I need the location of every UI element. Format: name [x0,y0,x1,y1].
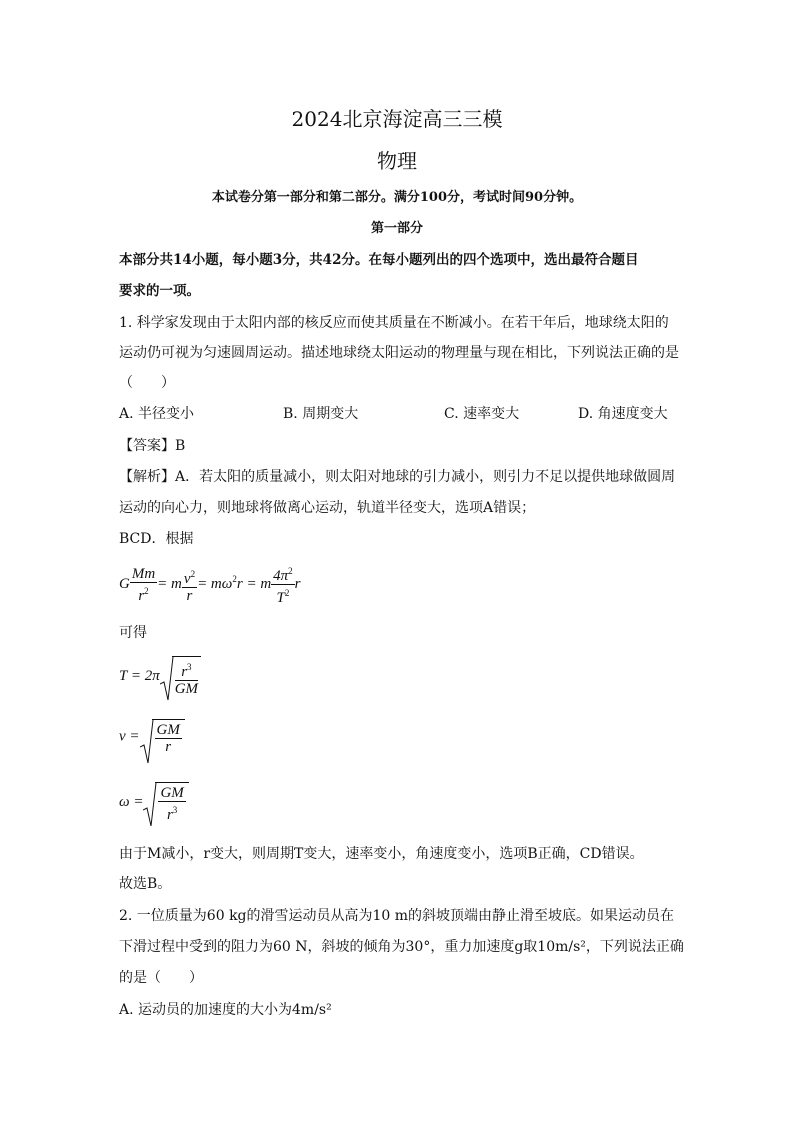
analysis-text-1: A．若太阳的质量减小，则太阳对地球的引力减小，则引力不足以提供地球做圆周 [175,469,676,485]
exam-note: 本试卷分第一部分和第二部分。满分100分，考试时间90分钟。 [211,190,583,205]
q1-stem-line-1: 1. 科学家发现由于太阳内部的核反应而使其质量在不断减小。在若干年后，地球绕太阳的 [119,315,669,331]
q1-answer [119,435,185,455]
q2-option-a: A. 运动员的加速度的大小为4m/s² [119,1002,332,1018]
part-heading: 第一部分 [370,221,423,236]
q1-conclusion-line-2: 故选B。 [119,876,172,892]
instructions-line-2: 要求的一项。 [119,283,200,299]
q2-stem-line-2: 下滑过程中受到的阻力为60 N，斜坡的倾角为30°，重力加速度g取10m/s²，下列说法正确 [119,939,684,955]
instructions-line-1: 本部分共14小题，每小题3分，共42分。在每小题列出的四个选项中，选出最符合题目 [119,252,639,268]
q1-option-a: A. 半径变小 [119,406,195,422]
answer-label: 【答案】 [119,438,175,454]
q2-stem-line-1: 2. 一位质量为60 kg的滑雪运动员从高为10 m的斜坡顶端由静止滑至坡底。如果运动员在 [119,908,675,924]
exam-title: 2024北京海淀高三三模 [291,107,503,131]
q1-option-c: C. 速率变大 [444,406,520,422]
equation-velocity: v = $\frac{GM}{r}$ [119,719,185,755]
analysis-label: 【解析】 [119,469,175,485]
subject-title: 物理 [377,149,417,173]
q1-conclusion-line-1: 由于M减小，r变大，则周期T变大，速率变小，角速度变小，选项B正确，CD错误。 [119,846,644,862]
answer-value: B [175,438,186,454]
q1-stem-line-3: （ ） [119,375,175,391]
q1-kede: 可得 [119,625,147,641]
q1-option-d: D. 角速度变大 [578,406,668,422]
equation-period: T = 2π $\frac{r^3}{GM}$ [119,656,201,697]
q2-stem-line-3: 的是（ ） [119,970,203,986]
q1-analysis-line-1 [119,466,675,486]
equation-gravitation: G $\frac{Mm}{r^2}$ = m $\frac{v^2}{r}$ = $m\omega^2r = m$ $\frac{4\pi^2}{T^2}$ r [119,563,301,606]
q1-option-b: B. 周期变大 [283,406,359,422]
q1-analysis-line-2: 运动的向心力，则地球将做离心运动，轨道半径变大，选项A错误； [119,500,536,516]
q1-analysis-line-3: BCD．根据 [119,531,194,547]
q1-stem-line-2: 运动仍可视为匀速圆周运动。描述地球绕太阳运动的物理量与现在相比，下列说法正确的是 [119,345,679,361]
equation-angular-velocity: ω = $\frac{GM}{r^3}$ [119,782,189,823]
